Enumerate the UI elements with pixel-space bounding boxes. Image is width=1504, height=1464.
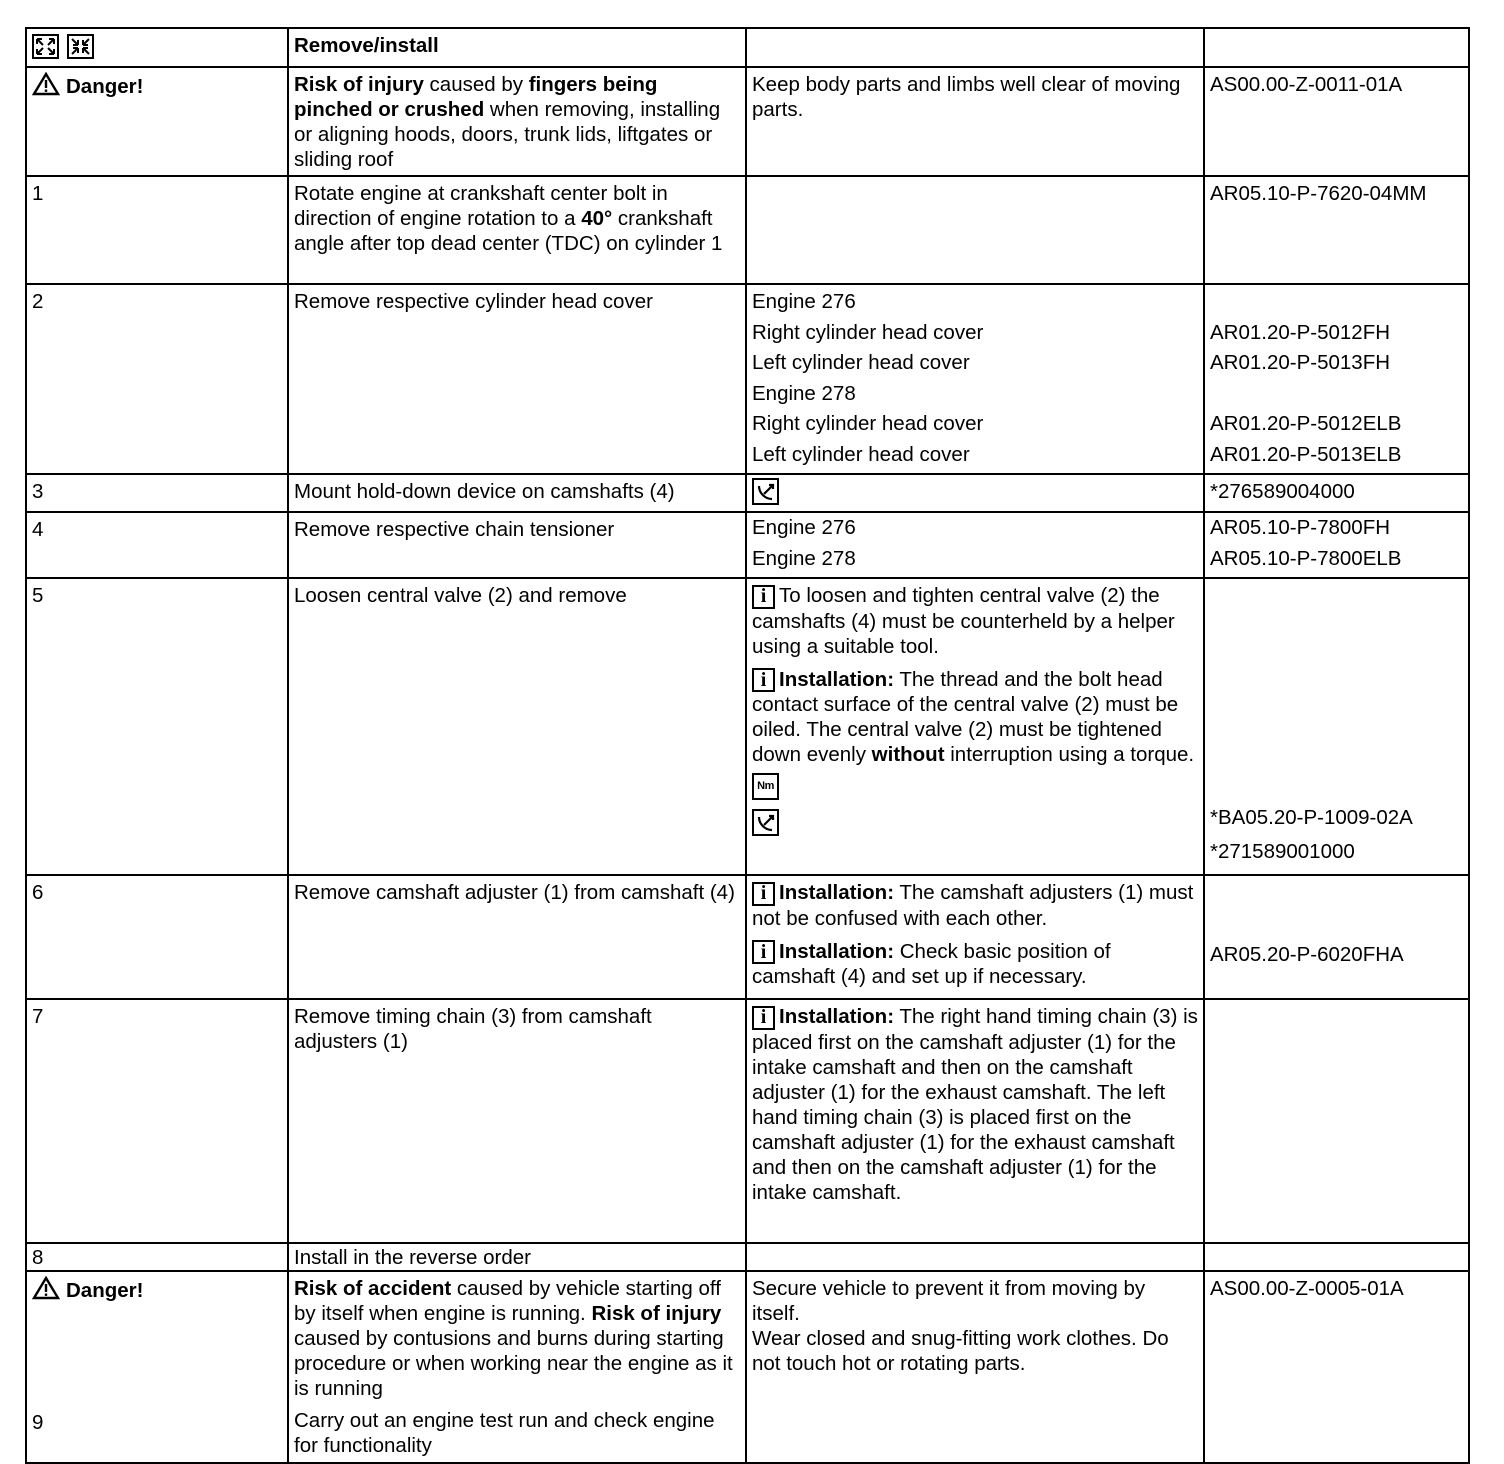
variant-refs: [1204, 512, 1469, 578]
danger-label: Danger!: [66, 1279, 144, 1302]
step-number: 1: [26, 176, 288, 284]
step-number: 5: [26, 578, 288, 875]
info-icon: i: [752, 1006, 775, 1030]
step-text: Remove respective chain tensioner: [288, 512, 746, 578]
variant-label: Left cylinder head cover: [752, 351, 970, 374]
step-text: Risk of accident caused by vehicle starting off by itself when engine is running. Risk of injury caused by contusions and burns during starting procedure or when working near the engine as it is running Carry out an engine test run and check engine for functionality: [288, 1271, 746, 1463]
reference-cell: [1204, 578, 1469, 875]
info-note: i Installation: The right hand timing chain (3) is placed first on the camshaft adjuster (1) for the intake camshaft and then on the camshaft adjuster (1) for the exhaust camshaft. The left hand timing chain (3) is placed first on the camshaft adjuster (1) for the exhaust camshaft and then on the camshaft adjuster (1) for the intake camshaft.: [752, 1005, 1198, 1204]
special-tool-icon[interactable]: [752, 809, 779, 836]
step-text: Install in the reverse order: [288, 1243, 746, 1271]
info-note: i To loosen and tighten central valve (2) the camshafts (4) must be counterheld by a helper using a suitable tool.: [752, 584, 1175, 658]
variant-label: Engine 276: [752, 290, 856, 313]
variant-list: [746, 512, 1204, 578]
table-row: [26, 474, 1469, 512]
step-text: Rotate engine at crankshaft center bolt in direction of engine rotation to a 40° crankshaft angle after top dead center (TDC) on cylinder 1: [288, 176, 746, 284]
table-row: [26, 1271, 1469, 1463]
variant-label: Engine 278: [752, 381, 856, 405]
table-row: [26, 578, 1469, 875]
table-row: [26, 176, 1469, 284]
reference-link[interactable]: *BA05.20-P-1009-02A: [1210, 806, 1413, 829]
step-text: Mount hold-down device on camshafts (4): [288, 474, 746, 512]
variant-label: Right cylinder head cover: [752, 412, 984, 435]
info-icon: i: [752, 668, 775, 692]
info-icon: i: [752, 940, 775, 964]
info-note: i Installation: Check basic position of camshaft (4) and set up if necessary.: [752, 939, 1111, 989]
table-row: [26, 875, 1469, 999]
header-title: Remove/install: [294, 34, 439, 57]
variant-label: Right cylinder head cover: [752, 320, 984, 344]
reference-link[interactable]: [1210, 287, 1463, 318]
reference-link[interactable]: AR05.20-P-6020FHA: [1210, 943, 1404, 966]
procedure-document: [25, 27, 1469, 1464]
step-text: Loosen central valve (2) and remove: [288, 578, 746, 875]
step-text: Remove timing chain (3) from camshaft adjusters (1): [288, 999, 746, 1243]
reference-link[interactable]: AR05.10-P-7620-04MM: [1204, 176, 1469, 284]
info-note: i Installation: The camshaft adjusters (1) must not be confused with each other.: [752, 881, 1194, 930]
reference-link[interactable]: AR01.20-P-5013ELB: [1210, 442, 1402, 466]
step-text: Remove camshaft adjuster (1) from camshaft (4): [288, 875, 746, 999]
info-note: i Installation: The thread and the bolt head contact surface of the central valve (2) must be oiled. The central valve (2) must be tightened down evenly without interruption using a torque.: [752, 667, 1195, 767]
variant-label: Engine 278: [752, 546, 856, 570]
step-text: Remove respective cylinder head cover: [288, 284, 746, 474]
step-number: 7: [26, 999, 288, 1243]
reference-link[interactable]: AR05.10-P-7800ELB: [1210, 546, 1402, 570]
step-text: Risk of injury caused by fingers being pinched or crushed when removing, installing or aligning hoods, doors, trunk lids, liftgates or sliding roof: [288, 67, 746, 176]
reference-link[interactable]: AS00.00-Z-0011-01A: [1204, 67, 1469, 176]
page-title: [288, 28, 746, 67]
collapse-all-icon[interactable]: [67, 34, 94, 59]
step-number: 3: [26, 474, 288, 512]
reference-link[interactable]: AS00.00-Z-0005-01A: [1204, 1271, 1469, 1463]
variant-list: [746, 284, 1204, 474]
step-number: 9: [32, 1411, 44, 1434]
variant-label: Left cylinder head cover: [752, 442, 970, 466]
step-note: Keep body parts and limbs well clear of moving parts.: [746, 67, 1204, 176]
info-icon: i: [752, 882, 775, 906]
reference-link[interactable]: AR01.20-P-5012ELB: [1210, 412, 1402, 435]
warning-triangle-icon: [32, 72, 60, 96]
variant-refs: [1204, 284, 1469, 474]
procedure-table: [25, 27, 1470, 1464]
reference-link[interactable]: *271589001000: [1210, 840, 1355, 863]
step-number: 6: [26, 875, 288, 999]
danger-label-cell: [26, 1271, 288, 1463]
step-number: 4: [26, 512, 288, 578]
variant-label: Engine 276: [752, 516, 856, 539]
step-number: 2: [26, 284, 288, 474]
torque-nm-icon[interactable]: Nm: [752, 773, 779, 800]
danger-label-cell: [26, 67, 288, 176]
step-notes: [746, 578, 1204, 875]
step-notes: [746, 875, 1204, 999]
reference-link[interactable]: AR01.20-P-5013FH: [1210, 351, 1391, 374]
reference-cell: [1204, 875, 1469, 999]
step-notes: [746, 999, 1204, 1243]
table-header-row: [26, 28, 1469, 67]
step-notes: Secure vehicle to prevent it from moving by itself. Wear closed and snug-fitting work clothes. Do not touch hot or rotating parts.: [746, 1271, 1204, 1463]
info-icon: i: [752, 585, 775, 609]
reference-link[interactable]: *276589004000: [1204, 474, 1469, 512]
expand-all-icon[interactable]: [32, 34, 59, 59]
table-row: [26, 512, 1469, 578]
table-row: [26, 999, 1469, 1243]
reference-link[interactable]: AR05.10-P-7800FH: [1210, 516, 1391, 539]
danger-label: Danger!: [66, 75, 144, 98]
step-number: 8: [26, 1243, 288, 1271]
toolbar-cell: [26, 28, 288, 67]
step-text: Carry out an engine test run and check engine for functionality: [294, 1409, 715, 1457]
table-row: [26, 1243, 1469, 1271]
warning-triangle-icon: [32, 1276, 60, 1300]
reference-link[interactable]: AR01.20-P-5012FH: [1210, 320, 1391, 344]
table-row: [26, 67, 1469, 176]
reference-link[interactable]: [1210, 379, 1463, 410]
special-tool-icon[interactable]: [752, 478, 779, 505]
table-row: [26, 284, 1469, 474]
